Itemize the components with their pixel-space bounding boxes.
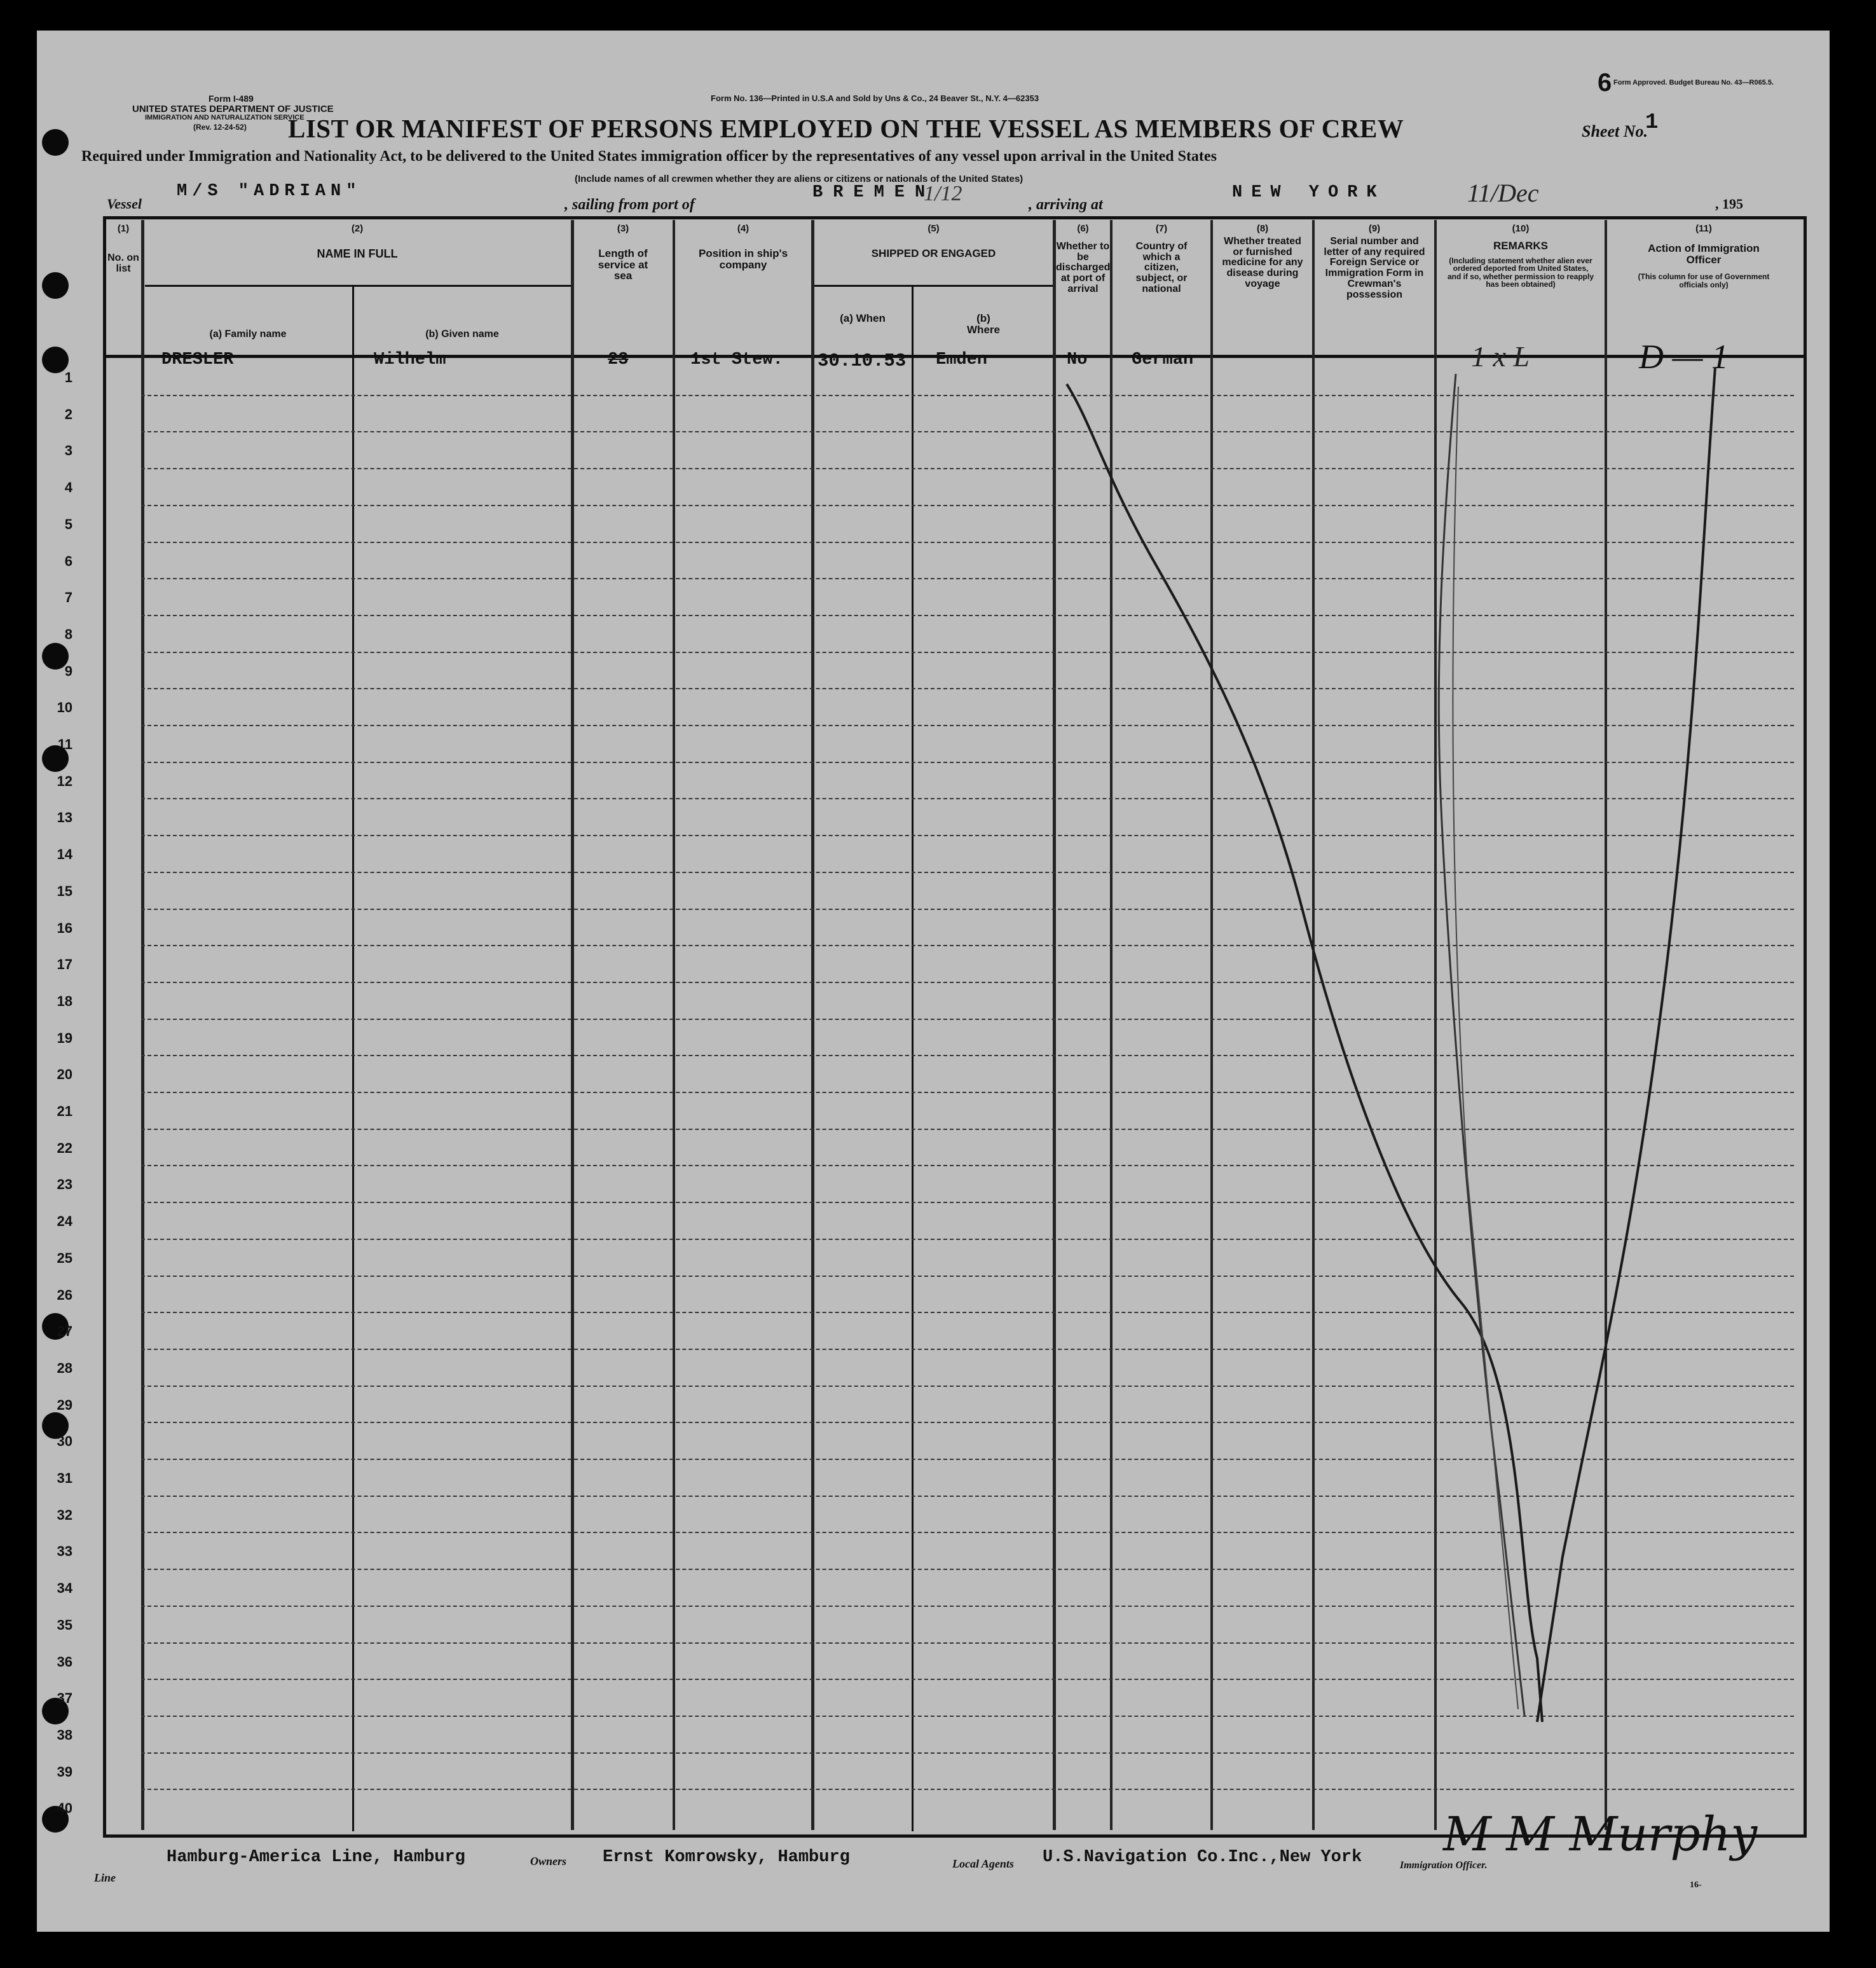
officer-label: Immigration Officer. bbox=[1400, 1860, 1488, 1871]
date-mark: 1/12 bbox=[924, 182, 962, 205]
row-number: 15 bbox=[57, 883, 72, 899]
row-number: 25 bbox=[57, 1249, 72, 1266]
department: UNITED STATES DEPARTMENT OF JUSTICE bbox=[132, 104, 334, 114]
row-number: 7 bbox=[64, 589, 72, 606]
action-handwritten: D — 1 bbox=[1639, 338, 1729, 376]
col-header-2: (2) NAME IN FULL bbox=[317, 223, 398, 260]
service: IMMIGRATION AND NATURALIZATION SERVICE bbox=[145, 114, 305, 121]
col-header-11: (11) Action of Immigration Officer (This column for use of Government officials only) bbox=[1638, 223, 1770, 290]
row-number: 1 bbox=[64, 369, 72, 385]
row-number: 33 bbox=[57, 1543, 72, 1560]
row-number: 5 bbox=[64, 516, 72, 532]
include-note: (Include names of all crewmen whether they are aliens or citizens or nationals of the United States) bbox=[575, 174, 1024, 184]
ditto-stroke-discharge bbox=[1067, 384, 1542, 1722]
row-number: 12 bbox=[57, 773, 72, 789]
row-number: 17 bbox=[57, 956, 72, 973]
row-number: 11 bbox=[57, 736, 72, 752]
col-header-4: (4) Position in ship's company bbox=[698, 223, 788, 271]
given-name: Wilhelm bbox=[374, 350, 446, 369]
ditto-stroke-action bbox=[1537, 368, 1715, 1722]
form-subtitle: Required under Immigration and Nationality Act, to be delivered to the United States immigration officer by the representatives of any vessel upon arrival in the United States bbox=[81, 148, 1217, 165]
length-of-service: 23 bbox=[608, 350, 629, 369]
row-number: 6 bbox=[64, 553, 72, 569]
row-number: 28 bbox=[57, 1359, 72, 1376]
col-header-1: (1) No. on list bbox=[107, 223, 139, 274]
row-number: 8 bbox=[64, 626, 72, 642]
row-number: 18 bbox=[57, 993, 72, 1009]
remarks-handwritten: 1 x L bbox=[1471, 340, 1530, 373]
sailing-label: , sailing from port of bbox=[565, 196, 695, 213]
row-number: 35 bbox=[57, 1616, 72, 1633]
row-number: 29 bbox=[57, 1396, 72, 1413]
port-from: BREMEN bbox=[812, 183, 936, 202]
discharged: No bbox=[1067, 350, 1088, 369]
printer-line: Form No. 136—Printed in U.S.A and Sold by Uns & Co., 24 Beaver St., N.Y. 4—62353 bbox=[711, 93, 1039, 103]
arriving-label: , arriving at bbox=[1029, 196, 1103, 213]
row-number: 2 bbox=[64, 406, 72, 422]
col-header-5a: (a) When bbox=[840, 312, 886, 324]
col-header-5: (5) SHIPPED OR ENGAGED bbox=[871, 223, 996, 259]
agents-label: Local Agents bbox=[952, 1857, 1014, 1870]
ditto-marks bbox=[37, 31, 1830, 1932]
sheet-number: 1 bbox=[1645, 111, 1659, 135]
col-header-2b: (b) Given name bbox=[425, 329, 499, 340]
row-number: 23 bbox=[57, 1176, 72, 1193]
row-number: 9 bbox=[64, 663, 72, 679]
row-number: 3 bbox=[64, 443, 72, 459]
approval: Form Approved. Budget Bureau No. 43—R065.5. bbox=[1613, 79, 1774, 86]
row-number: 16 bbox=[57, 919, 72, 936]
arrival-date-handwritten: 11/Dec bbox=[1467, 179, 1539, 207]
year-label: , 195 bbox=[1715, 196, 1743, 212]
row-number: 30 bbox=[57, 1433, 72, 1450]
vessel-name: M/S "ADRIAN" bbox=[177, 182, 362, 201]
row-number: 26 bbox=[57, 1286, 72, 1303]
revision: (Rev. 12-24-52) bbox=[193, 123, 247, 132]
row-number: 34 bbox=[57, 1580, 72, 1597]
row-number: 40 bbox=[57, 1800, 72, 1817]
col-header-5b: (b) Where bbox=[967, 312, 1000, 336]
ditto-stroke-remarks bbox=[1439, 374, 1524, 1716]
row-number: 37 bbox=[57, 1690, 72, 1707]
approval-prefix: 6 bbox=[1598, 69, 1612, 97]
sheet-label: Sheet No. bbox=[1582, 122, 1648, 141]
row-number: 32 bbox=[57, 1506, 72, 1523]
col-header-7: (7) Country of which a citizen, subject, or national bbox=[1135, 223, 1188, 294]
row-number: 36 bbox=[57, 1653, 72, 1670]
position: 1st Stew. bbox=[690, 350, 783, 369]
row-number: 20 bbox=[57, 1066, 72, 1083]
owners-label: Owners bbox=[530, 1855, 567, 1868]
line-name: Hamburg-America Line, Hamburg bbox=[167, 1848, 465, 1867]
row-number: 24 bbox=[57, 1213, 72, 1230]
row-number: 4 bbox=[64, 479, 72, 496]
col-header-2a: (a) Family name bbox=[209, 329, 287, 340]
row-number: 21 bbox=[57, 1103, 72, 1119]
vessel-label: Vessel bbox=[107, 196, 142, 212]
row-number: 10 bbox=[57, 699, 72, 716]
shipped-when: 30.10.53 bbox=[818, 350, 907, 371]
row-number: 27 bbox=[57, 1323, 72, 1340]
row-number: 14 bbox=[57, 846, 72, 863]
col-header-3: (3) Length of service at sea bbox=[598, 223, 648, 282]
ditto-stroke-remarks-2 bbox=[1453, 387, 1518, 1709]
form-id: Form I-489 bbox=[209, 93, 254, 104]
owners-name: Ernst Komrowsky, Hamburg bbox=[603, 1848, 850, 1867]
line-label: Line bbox=[94, 1871, 116, 1884]
agents-name: U.S.Navigation Co.Inc.,New York bbox=[1043, 1848, 1362, 1867]
officer-signature: M M Murphy bbox=[1443, 1807, 1758, 1862]
col-header-6: (6) Whether to be discharged at port of arrival bbox=[1056, 223, 1111, 294]
manifest-sheet bbox=[37, 31, 1830, 1932]
row-number: 22 bbox=[57, 1139, 72, 1156]
col-header-8: (8) Whether treated or furnished medicine for any disease during voyage bbox=[1222, 223, 1303, 289]
country: German bbox=[1132, 350, 1194, 369]
col-header-9: (9) Serial number and letter of any required Foreign Service or Immigration Form in Crewman's possession bbox=[1324, 223, 1425, 300]
family-name: DRESLER bbox=[161, 350, 234, 369]
row-number: 39 bbox=[57, 1763, 72, 1780]
col-header-10: (10) REMARKS (Including statement whether alien ever ordered deported from United States, and if so, whether permission to reapply has been obtained) bbox=[1447, 223, 1594, 289]
port-to: NEW YORK bbox=[1232, 183, 1386, 202]
row-number: 31 bbox=[57, 1470, 72, 1486]
shipped-where: Emden bbox=[936, 350, 988, 369]
row-number: 13 bbox=[57, 809, 72, 826]
row-number: 19 bbox=[57, 1029, 72, 1046]
form-title: LIST OR MANIFEST OF PERSONS EMPLOYED ON THE VESSEL AS MEMBERS OF CREW bbox=[288, 114, 1404, 143]
form-code: 16- bbox=[1690, 1880, 1702, 1890]
row-number: 38 bbox=[57, 1726, 72, 1743]
